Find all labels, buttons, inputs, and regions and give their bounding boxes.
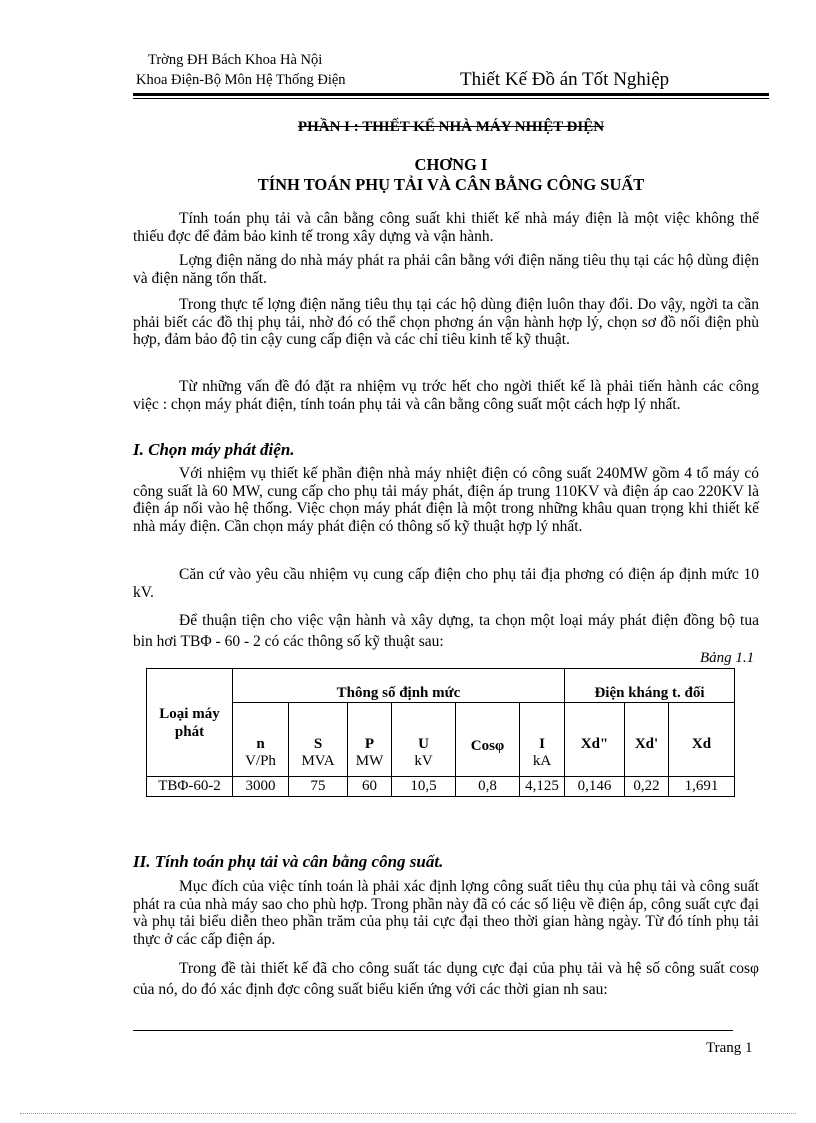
header-rule-thick	[133, 93, 769, 96]
cell-cos: 0,8	[456, 777, 520, 797]
col-header-cos: Cosφ	[456, 703, 520, 777]
intro-paragraph-2: Lợng điện năng do nhà máy phát ra phải cân bằng với điện năng tiêu thụ tại các hộ dùng điện và điện năng tổn thất.	[133, 252, 759, 287]
col-header-n: n V/Ph	[233, 703, 289, 777]
intro-paragraph-1: Tính toán phụ tải và cân bằng công suất khi thiết kế nhà máy điện là một việc không thể thiếu đợc để đảm bảo kinh tế trong xây dựng và vận hành.	[133, 210, 759, 245]
col-header-xd1: Xd'	[625, 703, 669, 777]
school-name: Trờng ĐH Bách Khoa Hà Nội	[148, 52, 323, 68]
group-header-rated: Thông số định mức	[233, 669, 565, 703]
intro-paragraph-3: Trong thực tế lợng điện năng tiêu thụ tại các hộ dùng điện luôn thay đổi. Do vậy, ngời ta cần phải biết các đồ thị phụ tải, nhờ đó có thể chọn phơng án vận hành hợp lý, chọn sơ đồ nối điện phù hợp, đảm bảo độ tin cậy cung cấp điện và các chỉ tiêu kinh tế kỹ thuật.	[133, 296, 759, 348]
section-1-heading: I. Chọn máy phát điện.	[133, 440, 295, 459]
cell-xd: 1,691	[669, 777, 735, 797]
cell-i: 4,125	[520, 777, 565, 797]
col-header-type: Loại máy phát	[147, 669, 233, 777]
department-name: Khoa Điện-Bộ Môn Hệ Thống Điện	[136, 72, 346, 88]
section-2-heading: II. Tính toán phụ tải và cân bằng công suất.	[133, 852, 444, 871]
cell-n: 3000	[233, 777, 289, 797]
col-header-i: I kA	[520, 703, 565, 777]
table-row	[147, 777, 735, 797]
chapter-heading	[133, 155, 769, 195]
cell-p: 60	[348, 777, 392, 797]
generator-spec-table	[146, 668, 735, 797]
col-header-xd: Xd	[669, 703, 735, 777]
intro-paragraph-4: Từ những vấn đề đó đặt ra nhiệm vụ trớc hết cho ngời thiết kế là phải tiến hành các công việc : chọn máy phát điện, tính toán phụ tải và cân bằng công suất một cách hợp lý nhất.	[133, 378, 759, 413]
group-header-reactance: Điện kháng t. đối	[565, 669, 735, 703]
part-title: PHẦN I : THIẾT KẾ NHÀ MÁY NHIỆT ĐIỆN	[297, 119, 605, 135]
chapter-label: CHƠNG I	[414, 155, 488, 174]
col-header-s: S MVA	[289, 703, 348, 777]
col-header-u: U kV	[392, 703, 456, 777]
header-left	[136, 50, 346, 90]
section-2-paragraph-2: Trong đề tài thiết kế đã cho công suất tác dụng cực đại của phụ tải và hệ số công suất cosφ của nó, do đó xác định đợc công suất biểu kiến ứng với các thời gian nh sau:	[133, 960, 759, 998]
page-bottom-dotted-line	[20, 1113, 796, 1114]
cell-u: 10,5	[392, 777, 456, 797]
cell-s: 75	[289, 777, 348, 797]
generator-model: TBΦ	[180, 633, 212, 650]
section-1-paragraph-2: Căn cứ vào yêu cầu nhiệm vụ cung cấp điện cho phụ tải địa phơng có điện áp định mức 10 kV.	[133, 566, 759, 601]
col-header-xd2: Xd"	[565, 703, 625, 777]
cell-xd2: 0,146	[565, 777, 625, 797]
document-title: Thiết Kế Đồ án Tốt Nghiệp	[460, 69, 670, 90]
section-1-paragraph-1: Với nhiệm vụ thiết kế phần điện nhà máy nhiệt điện có công suất 240MW gồm 4 tổ máy có công suất là 60 MW, cung cấp cho phụ tải máy phát, điện áp trung 110KV và điện áp cao 220KV là điện áp nối vào hệ thống. Việc chọn máy phát điện là một trong những khâu quan trọng khi thiết kế nhà máy điện. Cần chọn máy phát điện có thông số kỹ thuật hợp lý nhất.	[133, 465, 759, 535]
footer-rule	[133, 1030, 733, 1031]
col-header-p: P MW	[348, 703, 392, 777]
chapter-title: TÍNH TOÁN PHỤ TẢI VÀ CÂN BẰNG CÔNG SUẤT	[257, 175, 645, 194]
cell-xd1: 0,22	[625, 777, 669, 797]
section-1-paragraph-3: Để thuận tiện cho việc vận hành và xây dựng, ta chọn một loại máy phát điện đồng bộ tua bin hơi TBΦ - 60 - 2 có các thông số kỹ thuật sau:	[133, 612, 759, 650]
section-2-paragraph-1: Mục đích của việc tính toán là phải xác định lợng công suất tiêu thụ của phụ tải và công suất phát ra của nhà máy sao cho phù hợp. Trong phần này đã có các số liệu về điện áp, công suất cực đại và phụ tải biểu diễn theo phần trăm của phụ tải cực đại theo thời gian hàng ngày. Từ đó tính phụ tải thực ở các cấp điện áp.	[133, 878, 759, 948]
cell-type: TBΦ-60-2	[147, 777, 233, 797]
page-number: Trang 1	[706, 1040, 753, 1056]
header-rule-thin	[133, 98, 769, 99]
table-caption: Bảng 1.1	[700, 650, 755, 666]
